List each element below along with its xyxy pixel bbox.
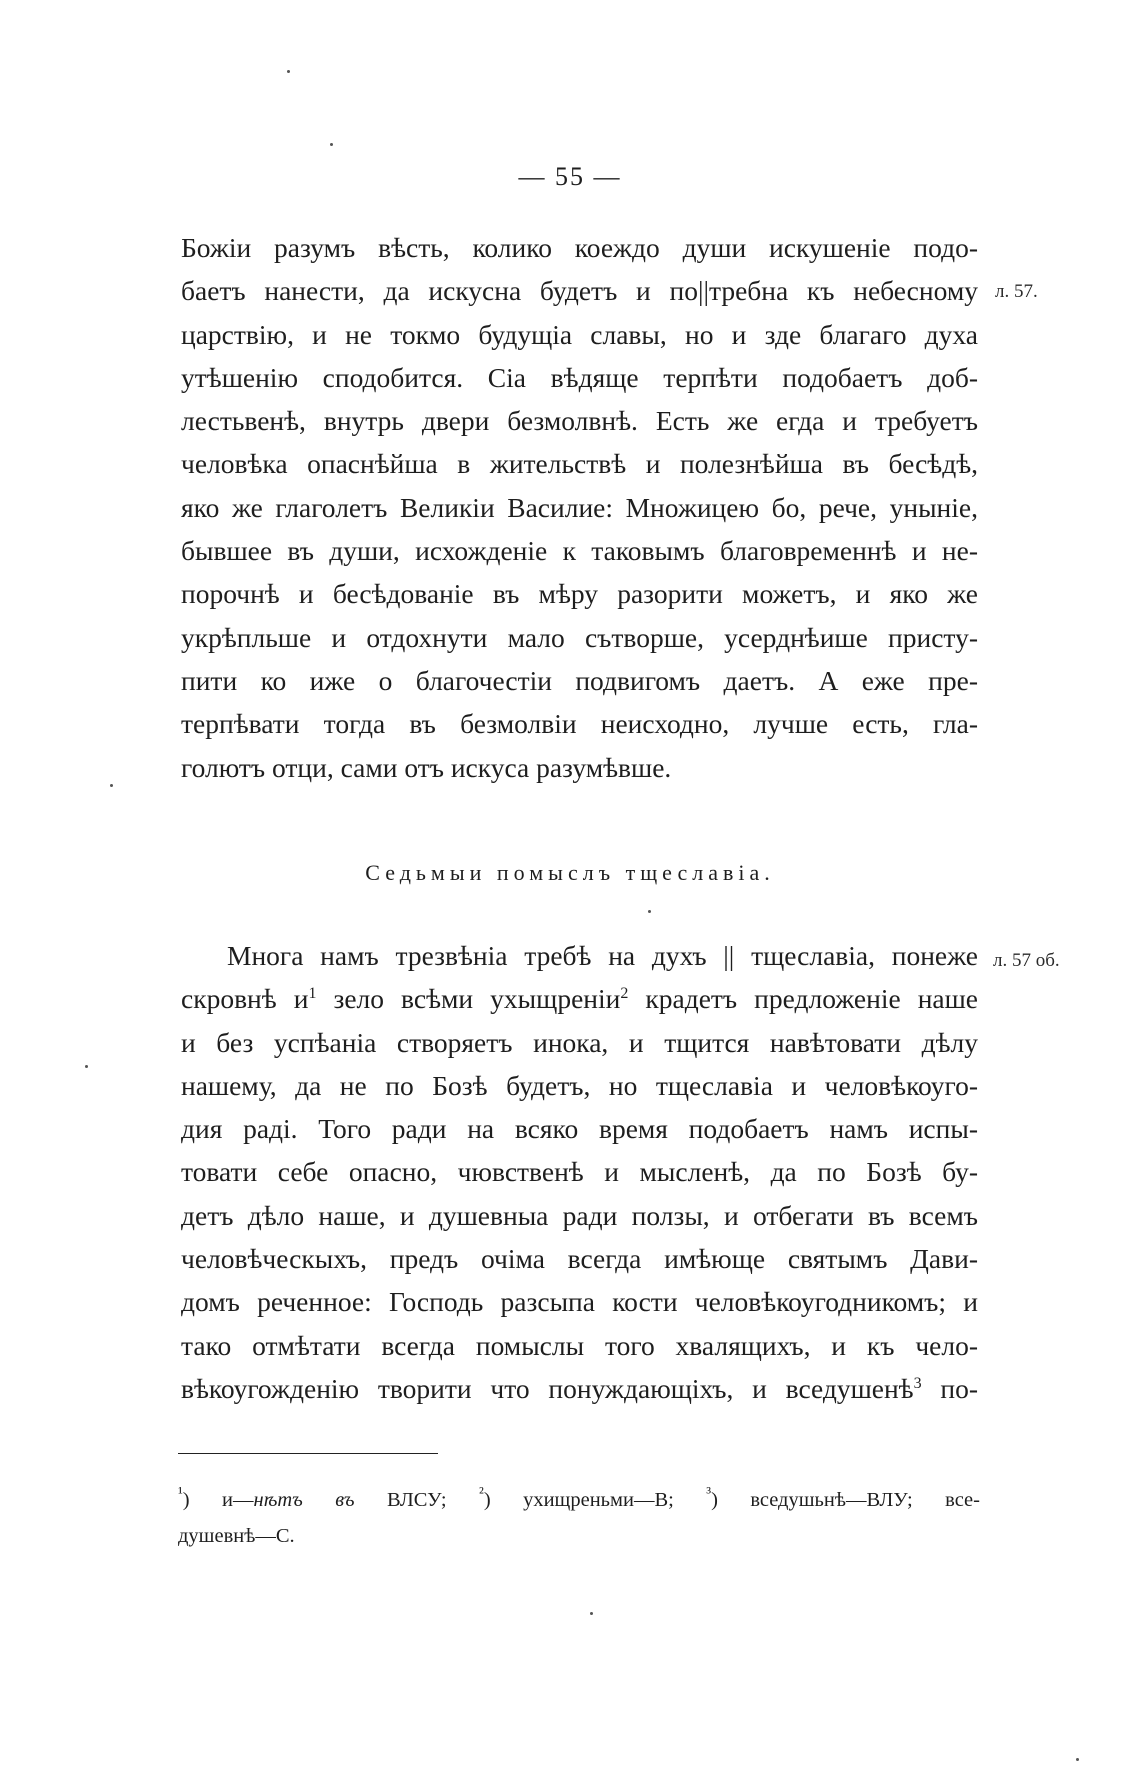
paragraph-2	[181, 934, 978, 1410]
margin-folio-note: л. 57 об.	[993, 950, 1060, 971]
paragraph-line: тако отмѣтати всегда помыслы того хвалящихъ, и къ чело-	[181, 1329, 978, 1361]
margin-folio-note: л. 57.	[995, 281, 1038, 302]
paragraph-line: и без успѣаніа створяетъ инока, и тщится навѣтовати дѣлу	[181, 1026, 978, 1058]
footnote-line	[178, 1482, 980, 1518]
line-text: по-	[921, 1372, 979, 1404]
paragraph-line: утѣшенію сподобится. Сіа вѣдяще терпѣти подобаетъ доб-	[181, 361, 978, 393]
paragraph-line: дия раді. Того ради на всяко время подобаетъ намъ испы-	[181, 1113, 978, 1145]
page-number: — 55 —	[518, 162, 622, 191]
scan-speck	[110, 784, 113, 787]
paragraph-line: царствію, и не токмо будущіа славы, но и зде благаго духа	[181, 318, 978, 350]
footnote-italic-text: нѣтъ въ	[253, 1489, 355, 1511]
scan-speck	[648, 910, 651, 913]
scan-speck	[1076, 1758, 1079, 1761]
paragraph-line: товати себе опасно, чювственѣ и мысленѣ, да по Бозѣ бу-	[181, 1156, 978, 1188]
footnote-text: ВЛСУ;	[354, 1489, 480, 1511]
paragraph-line: терпѣвати тогда въ безмолвіи неисходно, лучше есть, гла-	[181, 708, 978, 740]
paragraph-line	[181, 977, 978, 1020]
paragraph-line	[181, 1367, 978, 1410]
line-text: вѣкоугожденію творити что понуждающіхъ, и вседушенѣ	[181, 1372, 914, 1404]
paragraph-line: Божіи разумъ вѣсть, колико коеждо души искушеніе подо-	[181, 232, 978, 263]
line-text: скровнѣ и	[181, 983, 309, 1015]
paragraph-line: лестьвенѣ, внутрь двери безмолвнѣ. Есть же егда и требуетъ	[181, 405, 978, 437]
scan-speck	[330, 143, 333, 146]
paragraph-line: человѣческыхъ, предъ очіма всегда имѣюще святымъ Дави-	[181, 1243, 978, 1275]
paragraph-line: человѣка опаснѣйша в жительствѣ и полезнѣйша въ бесѣдѣ,	[181, 448, 978, 480]
paragraph-line: детъ дѣло наше, и душевныа ради ползы, и отбегати въ всемъ	[181, 1199, 978, 1231]
paragraph-line: яко же глаголетъ Великіи Василие: Множицею бо, рече, уныніе,	[181, 491, 978, 523]
paragraph-1	[181, 226, 978, 789]
footnote-text: ) вседушьнѣ—ВЛУ; все-	[711, 1489, 980, 1511]
paragraph-line: баетъ нанести, да искусна будетъ и по||требна къ небесному	[181, 275, 978, 307]
paragraph-line: голютъ отци, сами отъ искуса разумѣвше.	[181, 751, 672, 783]
paragraph-line: домъ реченное: Господь разсыпа кости человѣкоугодникомъ; и	[181, 1286, 978, 1318]
paragraph-line: бывшее въ души, исхожденіе к таковымъ благовременнѣ и не-	[181, 535, 978, 567]
paragraph-line: порочнѣ и бесѣдованіе въ мѣру разорити можетъ, и яко же	[181, 578, 978, 610]
scan-speck	[287, 70, 290, 73]
footnotes	[178, 1482, 980, 1554]
footnote-text: ) ухищреньми—В;	[483, 1489, 707, 1511]
paragraph-line: Многа намъ трезвѣніа требѣ на духъ || тщеславіа, понеже	[227, 940, 978, 971]
section-heading: Седьмыи помыслъ тщеславіа.	[365, 860, 775, 885]
footnote-ref: 2	[620, 985, 629, 1003]
footnote-line: душевнѣ—С.	[178, 1525, 295, 1547]
footnote-ref: 1	[308, 985, 317, 1003]
paragraph-line: укрѣпльше и отдохнути мало сътворше, усерднѣише присту-	[181, 621, 978, 653]
scan-speck	[590, 1612, 593, 1615]
line-text: крадетъ предложеніе наше	[628, 983, 978, 1015]
paragraph-line: пити ко иже о благочестіи подвигомъ даетъ. А еже пре-	[181, 664, 978, 696]
footnote-divider	[178, 1453, 438, 1454]
line-text: зело всѣми ухыщреніи	[316, 983, 621, 1015]
footnote-number: ¹	[178, 1485, 183, 1503]
footnote-number: ²	[479, 1485, 484, 1503]
footnote-text: ) и—	[182, 1489, 254, 1511]
footnote-number: ³	[706, 1485, 712, 1503]
paragraph-line: нашему, да не по Бозѣ будетъ, но тщеславіа и человѣкоуго-	[181, 1069, 978, 1101]
scan-speck	[85, 1065, 88, 1068]
footnote-ref: 3	[913, 1374, 922, 1392]
